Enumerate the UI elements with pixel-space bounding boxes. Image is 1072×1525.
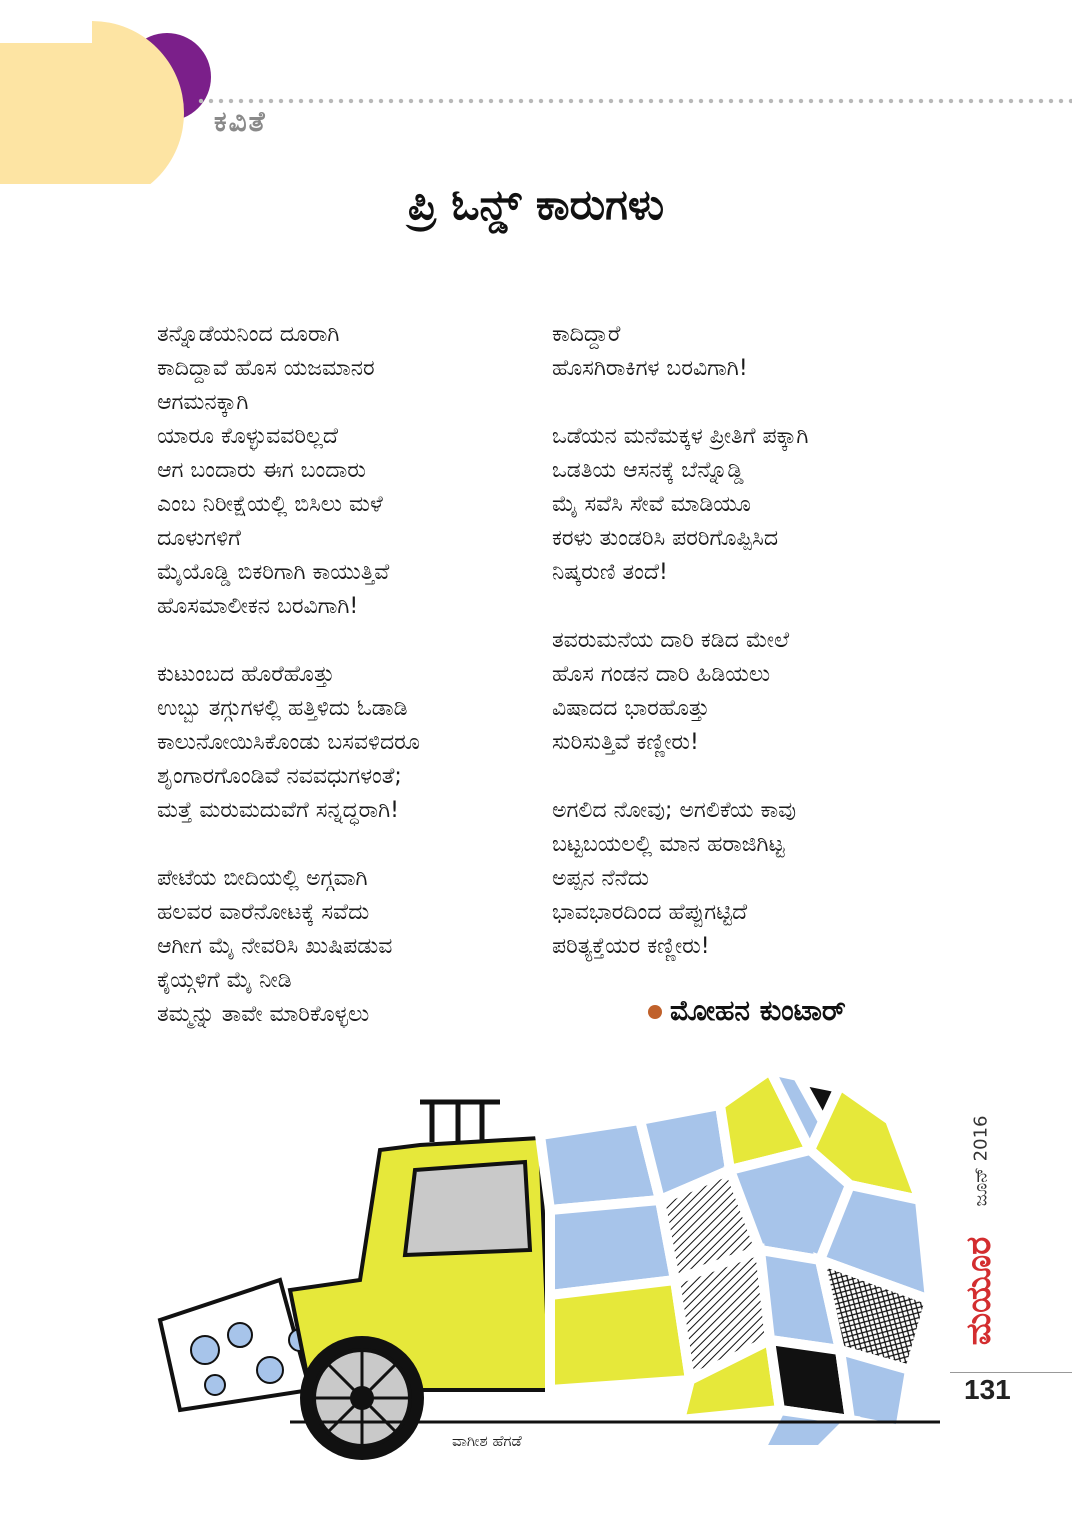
poem-line: ಬಟ್ಟಬಯಲಲ್ಲಿ ಮಾನ ಹರಾಜಿಗಿಟ್ಟ <box>552 832 785 857</box>
poem-line: ಹಲವರ ವಾರೆನೋಟಕ್ಕೆ ಸವೆದು <box>157 900 370 925</box>
illustration-credit: ವಾಗೀಶ ಹೆಗಡೆ <box>452 1432 522 1450</box>
poem-line: ಮೈ ಸವೆಸಿ ಸೇವೆ ಮಾಡಿಯೂ <box>552 492 751 517</box>
poem-line: ಮತ್ತೆ ಮರುಮದುವೆಗೆ ಸನ್ನದ್ಧರಾಗಿ! <box>157 798 399 823</box>
poem-line: ಯಾರೂ ಕೊಳ್ಳುವವರಿಲ್ಲದೆ <box>157 424 338 449</box>
poem-right-column <box>552 318 972 998</box>
poem-line: ಸುರಿಸುತ್ತಿವೆ ಕಣ್ಣೀರು! <box>552 730 699 755</box>
poem-line: ದೂಳುಗಳಿಗೆ <box>157 526 241 551</box>
author-name: ಮೋಹನ ಕುಂಟಾರ್ <box>670 994 846 1027</box>
poem-line: ಭಾವಭಾರದಿಂದ ಹೆಪ್ಪುಗಟ್ಟಿದೆ <box>552 900 748 925</box>
issue-date <box>966 1106 996 1216</box>
magazine-logo <box>956 1226 1002 1356</box>
poem-line: ತನ್ನೊಡೆಯನಿಂದ ದೂರಾಗಿ <box>157 322 340 347</box>
poem-stanza <box>552 318 972 386</box>
poem-stanza <box>157 862 537 1032</box>
poem-line: ತವರುಮನೆಯ ದಾರಿ ಕಡಿದ ಮೇಲೆ <box>552 628 790 653</box>
poem-left-column <box>157 318 537 1066</box>
poem-line: ಆಗ ಬಂದಾರು ಈಗ ಬಂದಾರು <box>157 458 366 483</box>
poem-line: ಹೊಸ ಗಂಡನ ದಾರಿ ಹಿಡಿಯಲು <box>552 662 771 687</box>
page-number: 131 <box>964 1374 1011 1405</box>
author-bullet <box>648 1005 662 1019</box>
poem-line: ಶೃಂಗಾರಗೊಂಡಿವೆ ನವವಧುಗಳಂತೆ; <box>157 764 402 789</box>
poem-line: ಆಗೀಗ ಮೈ ನೇವರಿಸಿ ಖುಷಿಪಡುವ <box>157 934 393 959</box>
page-number-rule <box>950 1372 1072 1373</box>
poem-line: ಪರಿತ್ಯಕ್ತೆಯರ ಕಣ್ಣೀರು! <box>552 934 710 959</box>
poem-line: ವಿಷಾದದ ಭಾರಹೊತ್ತು <box>552 696 710 721</box>
dotted-rule <box>196 98 1072 104</box>
poem-line: ಕಾಲುನೋಯಿಸಿಕೊಂಡು ಬಸವಳಿದರೂ <box>157 730 420 755</box>
poem-stanza <box>552 794 972 964</box>
issue-date-text: ಜೂನ್ 2016 <box>970 1115 992 1207</box>
poem-line: ಹೊಸಗಿರಾಕಿಗಳ ಬರವಿಗಾಗಿ! <box>552 356 748 381</box>
poem-line: ಹೊಸಮಾಲೀಕನ ಬರವಿಗಾಗಿ! <box>157 594 359 619</box>
poem-line: ಒಡತಿಯ ಆಸನಕ್ಕೆ ಬೆನ್ನೊಡ್ಡಿ <box>552 458 744 483</box>
poem-line: ಎಂಬ ನಿರೀಕ್ಷೆಯಲ್ಲಿ ಬಿಸಿಲು ಮಳೆ <box>157 492 383 517</box>
roof-rack <box>420 1102 500 1142</box>
section-label: ಕವಿತೆ <box>214 105 267 138</box>
poem-stanza <box>552 420 972 590</box>
poem-line: ಉಬ್ಬು ತಗ್ಗುಗಳಲ್ಲಿ ಹತ್ತಿಳಿದು ಓಡಾಡಿ <box>157 696 408 721</box>
car-illustration <box>120 1050 960 1490</box>
wheel <box>300 1336 424 1460</box>
poem-line: ಪೇಟೆಯ ಬೀದಿಯಲ್ಲಿ ಅಗ್ಗವಾಗಿ <box>157 866 368 891</box>
poem-line: ಒಡೆಯನ ಮನೆಮಕ್ಕಳ ಪ್ರೀತಿಗೆ ಪಕ್ಕಾಗಿ <box>552 424 809 449</box>
poem-line: ತಮ್ಮನ್ನು ತಾವೇ ಮಾರಿಕೊಳ್ಳಲು <box>157 1002 370 1027</box>
poem-stanza <box>157 658 537 828</box>
poem-stanza <box>552 624 972 760</box>
poem-line: ಮೈಯೊಡ್ಡಿ ಬಿಕರಿಗಾಗಿ ಕಾಯುತ್ತಿವೆ <box>157 560 390 585</box>
poem-line: ಕಾದಿದ್ದಾರೆ <box>552 322 621 347</box>
poem-title: ಪ್ರಿ ಓನ್ಡ್ ಕಾರುಗಳು <box>407 180 665 229</box>
poem-author <box>648 994 846 1028</box>
poem-line: ಕೈಯ್ಗಳಿಗೆ ಮೈ ನೀಡಿ <box>157 968 292 993</box>
magazine-name: ಮಯೂರ <box>959 1236 999 1346</box>
poem-line: ಅಪ್ಪನ ನೆನೆದು <box>552 866 649 891</box>
cab-window <box>405 1162 530 1255</box>
poem-line: ಕಾದಿದ್ದಾವೆ ಹೊಸ ಯಜಮಾನರ <box>157 356 375 381</box>
mosaic-body <box>540 1070 930 1450</box>
poem-line: ಅಗಲಿದ ನೋವು; ಅಗಲಿಕೆಯ ಕಾವು <box>552 798 797 823</box>
poem-line: ನಿಷ್ಕರುಣಿ ತಂದೆ! <box>552 560 668 585</box>
poem-line: ಕುಟುಂಬದ ಹೊರೆಹೊತ್ತು <box>157 662 335 687</box>
poem-stanza <box>157 318 537 624</box>
poem-line: ಆಗಮನಕ್ಕಾಗಿ <box>157 390 249 415</box>
poem-line: ಕರಳು ತುಂಡರಿಸಿ ಪರರಿಗೊಪ್ಪಿಸಿದ <box>552 526 779 551</box>
